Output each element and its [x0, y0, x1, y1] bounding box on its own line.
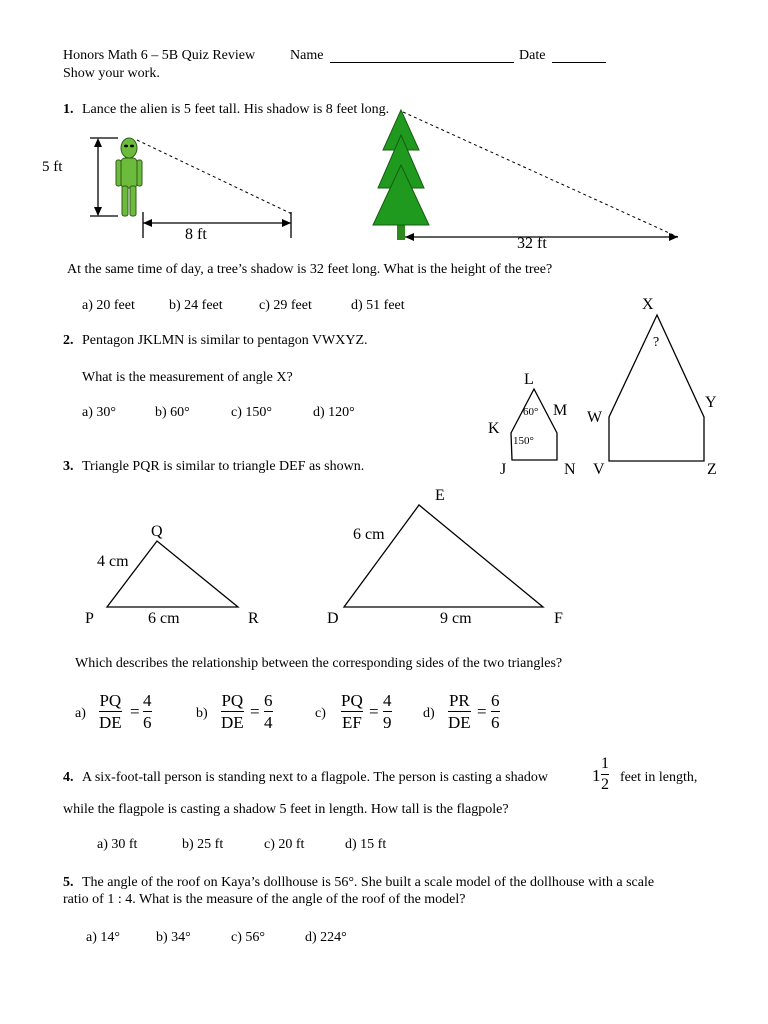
q2-choice-d: d) 120°: [313, 405, 355, 420]
q1-text: Lance the alien is 5 feet tall. His shadow is 8 feet long.: [82, 102, 390, 117]
q3-choice-b-equals: =: [250, 702, 260, 721]
q1-choice-d: d) 51 feet: [351, 298, 405, 313]
q3-choice-d-right-fraction: 6 6: [491, 691, 500, 732]
q3-choice-c-left-fraction: PQ EF: [341, 691, 363, 732]
q4-number: 4.: [63, 770, 74, 785]
vertex-Z: Z: [707, 461, 717, 478]
vertex-N: N: [564, 461, 576, 478]
alien-height-label: 5 ft: [42, 159, 63, 175]
q1-choice-a: a) 20 feet: [82, 298, 135, 313]
q4-choice-b: b) 25 ft: [182, 837, 224, 852]
q1-choice-c: c) 29 feet: [259, 298, 312, 313]
vertex-X: X: [642, 296, 654, 313]
q5-text-b: ratio of 1 : 4. What is the measure of the angle of the roof of the model?: [63, 892, 466, 907]
q2-text: Pentagon JKLMN is similar to pentagon VWXYZ.: [82, 333, 368, 348]
q2-choice-c: c) 150°: [231, 405, 272, 420]
vertex-K: K: [488, 420, 500, 437]
triangle-def: [344, 505, 543, 607]
vertex-V: V: [593, 461, 605, 478]
side-pq-label: 4 cm: [97, 553, 129, 570]
q3-choice-a-equals: =: [130, 702, 140, 721]
side-df-label: 9 cm: [440, 610, 472, 627]
q3-choice-d-equals: =: [477, 702, 487, 721]
q3-choice-b-letter: b): [196, 706, 208, 721]
q1-choice-b: b) 24 feet: [169, 298, 223, 313]
q3-number: 3.: [63, 459, 74, 474]
q5-choice-c: c) 56°: [231, 930, 265, 945]
vertex-D: D: [327, 610, 339, 627]
q2-choice-b: b) 60°: [155, 405, 190, 420]
q2-choice-a: a) 30°: [82, 405, 116, 420]
vertex-Y: Y: [705, 394, 717, 411]
q1-prompt: At the same time of day, a tree’s shadow is 32 feet long. What is the height of the tree?: [67, 262, 553, 277]
angle-unknown: ?: [653, 335, 660, 350]
side-pr-label: 6 cm: [148, 610, 180, 627]
date-label: Date: [519, 48, 546, 63]
q4-text-c: while the flagpole is casting a shadow 5 feet in length. How tall is the flagpole?: [63, 802, 509, 817]
q4-choice-c: c) 20 ft: [264, 837, 305, 852]
vertex-F: F: [554, 610, 563, 627]
side-de-label: 6 cm: [353, 526, 385, 543]
q4-mixed-fraction: 1 2: [601, 755, 609, 793]
q4-mixed-whole: 1: [592, 766, 601, 785]
q5-number: 5.: [63, 875, 74, 890]
q3-choice-a-letter: a): [75, 706, 86, 721]
instructions: Show your work.: [63, 66, 160, 81]
q4-choice-a: a) 30 ft: [97, 837, 138, 852]
q3-choice-a-right-fraction: 4 6: [143, 691, 152, 732]
vertex-P: P: [85, 610, 94, 627]
tree-shadow-label: 32 ft: [517, 235, 547, 252]
q5-choice-d: d) 224°: [305, 930, 347, 945]
q3-choice-b-left-fraction: PQ DE: [221, 691, 244, 732]
q4-text-b: feet in length,: [620, 770, 698, 785]
alien-shadow-label: 8 ft: [185, 226, 207, 243]
q3-choice-c-right-fraction: 4 9: [383, 691, 392, 732]
q3-choice-c-equals: =: [369, 702, 379, 721]
q3-choice-b-right-fraction: 6 4: [264, 691, 273, 732]
vertex-W: W: [587, 409, 603, 426]
q3-prompt: Which describes the relationship between the corresponding sides of the two triangles?: [75, 656, 563, 671]
vertex-M: M: [553, 402, 568, 419]
q2-number: 2.: [63, 333, 74, 348]
q2-prompt: What is the measurement of angle X?: [82, 370, 293, 385]
triangle-pqr: [107, 541, 238, 607]
q5-choice-b: b) 34°: [156, 930, 191, 945]
q3-choice-d-letter: d): [423, 706, 435, 721]
vertex-L: L: [524, 371, 534, 388]
vertex-J: J: [500, 461, 507, 478]
quiz-title: Honors Math 6 – 5B Quiz Review: [63, 48, 256, 63]
q3-choice-c-letter: c): [315, 706, 326, 721]
name-label: Name: [290, 48, 324, 63]
q5-text-a: The angle of the roof on Kaya’s dollhouse is 56°. She built a scale model of the dollhouse with a scale: [82, 875, 655, 890]
vertex-R: R: [248, 610, 259, 627]
angle-150: 150°: [513, 435, 534, 447]
q3-choice-d-left-fraction: PR DE: [448, 691, 471, 732]
q3-choice-a-left-fraction: PQ DE: [99, 691, 122, 732]
q4-choice-d: d) 15 ft: [345, 837, 387, 852]
angle-60: 60°: [523, 406, 539, 418]
q3-text: Triangle PQR is similar to triangle DEF as shown.: [82, 459, 365, 474]
vertex-E: E: [435, 487, 445, 504]
q4-text-a: A six-foot-tall person is standing next to a flagpole. The person is casting a shadow: [82, 770, 548, 785]
q5-choice-a: a) 14°: [86, 930, 120, 945]
vertex-Q: Q: [151, 523, 163, 540]
q1-number: 1.: [63, 102, 74, 117]
